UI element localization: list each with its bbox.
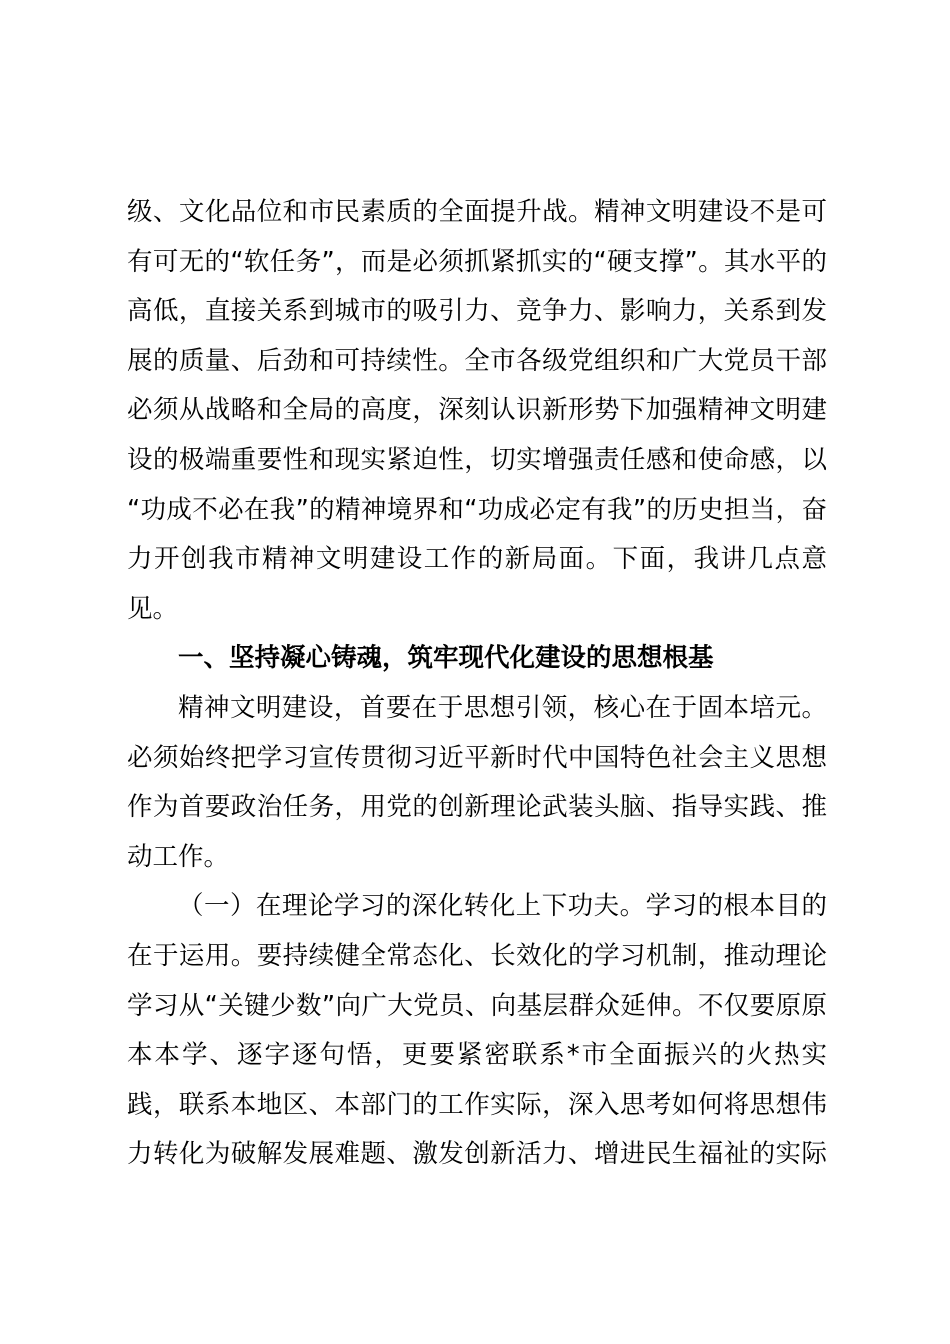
paragraph-line: 力转化为破解发展难题、激发创新活力、增进民生福祉的实际 — [127, 1139, 827, 1170]
paragraph-line: 见。 — [127, 593, 179, 624]
paragraph-line: 践，联系本地区、本部门的工作实际，深入思考如何将思想伟 — [127, 1089, 827, 1120]
paragraph-2 — [127, 684, 827, 882]
paragraph-line: 必须从战略和全局的高度，深刻认识新形势下加强精神文明建 — [127, 395, 827, 426]
paragraph-line: 动工作。 — [127, 841, 230, 872]
paragraph-line: 设的极端重要性和现实紧迫性，切实增强责任感和使命感，以 — [127, 444, 827, 475]
paragraph-line: 本本学、逐字逐句悟，更要紧密联系*市全面振兴的火热实 — [127, 1040, 827, 1071]
paragraph-line: 学习从“关键少数”向广大党员、向基层群众延伸。不仅要原原 — [127, 990, 827, 1021]
paragraph-line: 高低，直接关系到城市的吸引力、竞争力、影响力，关系到发 — [127, 296, 827, 327]
paragraph-line: 在于运用。要持续健全常态化、长效化的学习机制，推动理论 — [127, 940, 827, 971]
paragraph-line: 精神文明建设，首要在于思想引领，核心在于固本培元。 — [178, 692, 827, 723]
document-body — [127, 188, 827, 1180]
section-heading: 一、坚持凝心铸魂，筑牢现代化建设的思想根基 — [178, 643, 714, 674]
paragraph-line: 力开创我市精神文明建设工作的新局面。下面，我讲几点意 — [127, 544, 827, 575]
paragraph-line: “功成不必在我”的精神境界和“功成必定有我”的历史担当，奋 — [127, 494, 827, 525]
paragraph-1 — [127, 188, 827, 634]
paragraph-line: 作为首要政治任务，用党的创新理论武装头脑、指导实践、推 — [127, 792, 827, 823]
paragraph-line: 级、文化品位和市民素质的全面提升战。精神文明建设不是可 — [127, 197, 827, 227]
paragraph-line: 有可无的“软任务”，而是必须抓紧抓实的“硬支撑”。其水平的 — [127, 246, 827, 277]
paragraph-line: （一）在理论学习的深化转化上下功夫。学习的根本目的 — [178, 891, 827, 922]
paragraph-line: 必须始终把学习宣传贯彻习近平新时代中国特色社会主义思想 — [127, 742, 827, 773]
paragraph-line: 展的质量、后劲和可持续性。全市各级党组织和广大党员干部 — [127, 345, 827, 376]
paragraph-3 — [127, 882, 827, 1180]
